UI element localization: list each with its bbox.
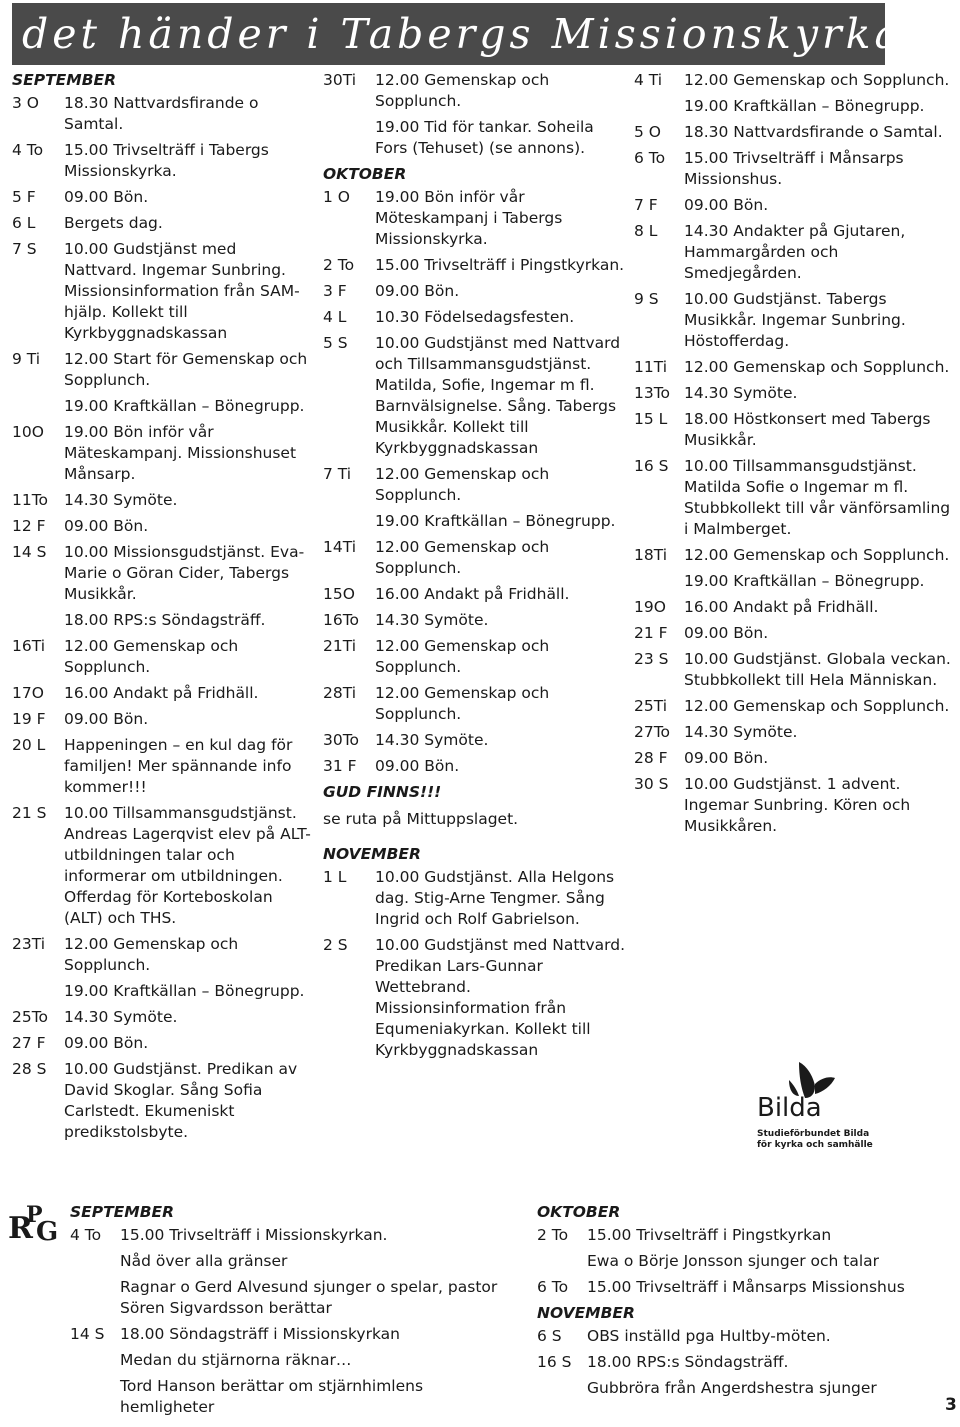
event-row	[12, 542, 312, 631]
event-text	[375, 610, 488, 631]
event-text	[64, 803, 312, 929]
event-text	[64, 490, 177, 511]
event-date: 7 F	[634, 196, 658, 214]
event-line: 12.00 Gemenskap och Sopplunch.	[375, 71, 550, 110]
svg-text:Bilda: Bilda	[757, 1093, 822, 1123]
event-line: 16.00 Andakt på Fridhäll.	[375, 585, 570, 603]
event-row	[12, 1033, 312, 1054]
event-date: 16 S	[634, 457, 669, 475]
month-heading: OKTOBER	[537, 1203, 621, 1221]
event-text	[375, 255, 624, 276]
month-heading: SEPTEMBER	[12, 71, 117, 89]
event-date: 7 Ti	[323, 465, 352, 483]
event-date: 2 S	[323, 936, 348, 954]
event-row	[634, 195, 952, 216]
event-text	[375, 307, 574, 328]
event-date: 30 S	[634, 775, 669, 793]
event-text	[375, 935, 628, 1061]
svg-text:Studieförbundet Bilda: Studieförbundet Bilda	[757, 1129, 870, 1139]
event-row	[537, 1225, 937, 1272]
event-row	[12, 490, 312, 511]
rps-column-left	[70, 1202, 510, 1423]
event-row	[323, 636, 628, 678]
event-date: 13To	[634, 384, 671, 402]
event-row	[12, 683, 312, 704]
event-line: 10.00 Gudstjänst. Tabergs Musikkår. Ingemar Sunbring. Höstofferdag.	[684, 290, 906, 350]
event-row	[12, 934, 312, 1002]
event-date: 19 F	[12, 710, 46, 728]
event-line: 19.00 Kraftkällan – Bönegrupp.	[64, 397, 305, 415]
event-line: Bergets dag.	[64, 214, 163, 232]
event-line: 12.00 Gemenskap och Sopplunch.	[684, 546, 950, 564]
event-line: 15.00 Trivselträff i Månsarps Missionshus	[587, 1278, 905, 1296]
event-line: 12.00 Gemenskap och Sopplunch.	[375, 538, 550, 577]
event-text	[375, 187, 628, 250]
event-text	[64, 735, 312, 798]
event-line: 09.00 Bön.	[684, 196, 769, 214]
event-date: 5 F	[12, 188, 36, 206]
event-row	[323, 935, 628, 1061]
event-text	[64, 542, 312, 631]
event-line: 14.30 Symöte.	[684, 384, 798, 402]
event-date: 6 To	[537, 1278, 569, 1296]
event-row	[12, 709, 312, 730]
event-text	[684, 357, 949, 378]
event-date: 25To	[12, 1008, 49, 1026]
month-heading: NOVEMBER	[323, 845, 421, 863]
event-line: 12.00 Gemenskap och Sopplunch.	[684, 697, 950, 715]
event-line: 12.00 Gemenskap och Sopplunch.	[684, 358, 950, 376]
event-date: 15O	[323, 585, 355, 603]
event-text	[375, 683, 628, 725]
event-row	[634, 545, 952, 592]
event-text	[64, 140, 312, 182]
event-row	[634, 623, 952, 644]
event-line: Tord Hanson berättar om stjärnhimlens hemligheter	[120, 1377, 424, 1416]
event-line: 10.00 Gudstjänst med Nattvard och Tillsammansgudstjänst. Matilda, Sofie, Ingemar m fl. Barnvälsignelse. Sång. Tabergs Musikkår. Kollekt till Kyrkbyggnadskassan	[375, 334, 621, 457]
event-text	[64, 1007, 177, 1028]
event-line: 18.00 RPS:s Söndagsträff.	[587, 1353, 789, 1371]
event-date: 23Ti	[12, 935, 46, 953]
event-line: Gubbröra från Angerdshestra sjunger	[587, 1379, 877, 1397]
event-text	[64, 709, 148, 730]
event-text	[587, 1225, 879, 1272]
event-row	[634, 409, 952, 451]
rpg-logo	[8, 1198, 60, 1244]
event-text	[587, 1326, 831, 1347]
calendar-column-2	[323, 70, 628, 1066]
event-date: 2 To	[323, 256, 355, 274]
event-line: 14.30 Symöte.	[64, 491, 178, 509]
event-text	[684, 649, 952, 691]
event-row	[12, 187, 312, 208]
event-row	[12, 140, 312, 182]
event-line: 15.00 Trivselträff i Månsarps Missionshus.	[684, 149, 904, 188]
event-line: 10.30 Födelsedagsfesten.	[375, 308, 575, 326]
event-line: 18.30 Nattvardsfirande o Samtal.	[684, 123, 943, 141]
event-text	[684, 696, 949, 717]
event-row	[537, 1277, 937, 1298]
event-date: 2 To	[537, 1226, 569, 1244]
month-heading: OKTOBER	[323, 165, 407, 183]
event-date: 17O	[12, 684, 44, 702]
event-date: 4 Ti	[634, 71, 663, 89]
event-row	[70, 1324, 510, 1418]
event-line: 14.30 Symöte.	[375, 731, 489, 749]
event-row	[323, 683, 628, 725]
event-row	[323, 333, 628, 459]
event-row	[12, 803, 312, 929]
event-text	[684, 722, 797, 743]
event-date: 3 F	[323, 282, 347, 300]
event-line: 14.30 Symöte.	[375, 611, 489, 629]
event-line: 09.00 Bön.	[684, 749, 769, 767]
event-row	[634, 357, 952, 378]
event-row	[323, 584, 628, 605]
event-text	[684, 195, 768, 216]
event-text	[120, 1225, 510, 1319]
event-text	[64, 516, 148, 537]
event-date: 5 O	[634, 123, 661, 141]
event-date: 25Ti	[634, 697, 668, 715]
event-row	[12, 422, 312, 485]
event-text	[684, 748, 768, 769]
event-row	[12, 93, 312, 135]
event-date: 1 O	[323, 188, 350, 206]
event-line: Medan du stjärnorna räknar…	[120, 1351, 352, 1369]
event-row	[323, 756, 628, 777]
event-date: 6 S	[537, 1327, 562, 1345]
event-line: 19.00 Kraftkällan – Bönegrupp.	[684, 97, 925, 115]
event-text	[375, 537, 628, 579]
event-text	[64, 636, 312, 678]
event-date: 27 F	[12, 1034, 46, 1052]
event-text	[375, 756, 459, 777]
event-text	[375, 584, 569, 605]
event-date: 4 To	[70, 1226, 102, 1244]
event-date: 12 F	[12, 517, 46, 535]
svg-text:R: R	[8, 1211, 33, 1244]
event-date: 8 L	[634, 222, 658, 240]
event-line: 14.30 Symöte.	[64, 1008, 178, 1026]
event-text	[120, 1324, 510, 1418]
event-date: 31 F	[323, 757, 357, 775]
event-text	[684, 545, 949, 592]
event-text	[684, 409, 952, 451]
event-date: 6 L	[12, 214, 36, 232]
event-line: 15.00 Trivselträff i Pingstkyrkan.	[375, 256, 625, 274]
event-date: 27To	[634, 723, 671, 741]
event-date: 3 O	[12, 94, 39, 112]
event-date: 14 S	[70, 1325, 105, 1343]
event-text	[684, 456, 952, 540]
event-row	[537, 1326, 937, 1347]
event-row	[323, 307, 628, 328]
event-row	[634, 748, 952, 769]
event-line: Ewa o Börje Jonsson sjunger och talar	[587, 1252, 880, 1270]
event-date: 28 F	[634, 749, 668, 767]
event-text	[684, 148, 952, 190]
calendar-column-1	[12, 70, 312, 1148]
event-text	[684, 122, 943, 143]
event-line: Happeningen – en kul dag för familjen! Mer spännande info kommer!!!	[64, 736, 293, 796]
event-text	[684, 70, 949, 117]
event-line: 09.00 Bön.	[375, 282, 460, 300]
event-line: 12.00 Gemenskap och Sopplunch.	[64, 935, 239, 974]
event-row	[323, 70, 628, 159]
event-row	[12, 349, 312, 417]
event-text	[64, 422, 312, 485]
event-row	[634, 597, 952, 618]
event-line: 15.00 Trivselträff i Missionskyrkan.	[120, 1226, 388, 1244]
event-row	[323, 730, 628, 751]
event-text	[375, 333, 628, 459]
event-line: 10.00 Missionsgudstjänst. Eva-Marie o Göran Cider, Tabergs Musikkår.	[64, 543, 305, 603]
event-row	[12, 1007, 312, 1028]
event-date: 21 F	[634, 624, 668, 642]
month-heading: SEPTEMBER	[70, 1203, 175, 1221]
event-line: 19.00 Kraftkällan – Bönegrupp.	[684, 572, 925, 590]
event-line: 19.00 Tid för tankar. Soheila Fors (Tehuset) (se annons).	[375, 118, 594, 157]
event-line: 19.00 Kraftkällan – Bönegrupp.	[375, 512, 616, 530]
event-line: 10.00 Gudstjänst med Nattvard. Ingemar Sunbring. Missionsinformation från SAM-hjälp. Kollekt till Kyrkbyggnadskassan	[64, 240, 300, 342]
event-row	[323, 255, 628, 276]
event-text	[375, 730, 488, 751]
event-text	[375, 70, 628, 159]
event-line: 10.00 Gudstjänst. Predikan av David Skoglar. Sång Sofia Carlstedt. Ekumeniskt predikstolsbyte.	[64, 1060, 298, 1141]
event-line: 12.00 Start för Gemenskap och Sopplunch.	[64, 350, 308, 389]
event-date: 5 S	[323, 334, 348, 352]
event-line: 19.00 Bön inför vår Mäteskampanj. Missionshuset Månsarp.	[64, 423, 297, 483]
event-text	[64, 187, 148, 208]
event-text	[64, 934, 312, 1002]
event-text	[64, 213, 163, 234]
event-text	[684, 623, 768, 644]
event-text	[684, 289, 952, 352]
event-date: 14 S	[12, 543, 47, 561]
event-date: 9 Ti	[12, 350, 41, 368]
event-line: 18.00 Söndagsträff i Missionskyrkan	[120, 1325, 400, 1343]
event-row	[70, 1225, 510, 1319]
event-line: 12.00 Gemenskap och Sopplunch.	[375, 637, 550, 676]
event-date: 14Ti	[323, 538, 357, 556]
event-row	[12, 239, 312, 344]
event-row	[323, 187, 628, 250]
event-text	[64, 239, 312, 344]
event-date: 4 L	[323, 308, 347, 326]
event-text	[684, 774, 952, 837]
page-title: det händer i Tabergs Missionskyrka	[22, 10, 903, 58]
event-line: 14.30 Andakter på Gjutaren, Hammargården och Smedjegården.	[684, 222, 906, 282]
event-date: 16To	[323, 611, 360, 629]
svg-text:G: G	[36, 1217, 59, 1244]
event-row	[634, 122, 952, 143]
event-line: 15.00 Trivselträff i Tabergs Missionskyrka.	[64, 141, 269, 180]
event-line: 12.00 Gemenskap och Sopplunch.	[375, 465, 550, 504]
event-line: 19.00 Kraftkällan – Bönegrupp.	[64, 982, 305, 1000]
event-text	[587, 1352, 877, 1399]
page-number: 3	[945, 1395, 957, 1415]
event-date: 21 S	[12, 804, 47, 822]
svg-text:P: P	[26, 1202, 43, 1228]
event-line: 12.00 Gemenskap och Sopplunch.	[64, 637, 239, 676]
event-line: 19.00 Bön inför vår Möteskampanj i Tabergs Missionskyrka.	[375, 188, 563, 248]
event-text	[684, 221, 952, 284]
event-line: 10.00 Gudstjänst. 1 advent. Ingemar Sunbring. Kören och Musikkåren.	[684, 775, 911, 835]
event-row	[634, 70, 952, 117]
event-row	[323, 867, 628, 930]
event-date: 16 S	[537, 1353, 572, 1371]
note-text: se ruta på Mittuppslaget.	[323, 810, 519, 828]
event-row	[12, 213, 312, 234]
event-row	[634, 456, 952, 540]
event-date: 16Ti	[12, 637, 46, 655]
event-line: 09.00 Bön.	[64, 1034, 149, 1052]
event-row	[323, 281, 628, 302]
event-row	[537, 1352, 937, 1399]
event-row	[634, 696, 952, 717]
event-text	[64, 1059, 312, 1143]
event-row	[634, 289, 952, 352]
event-line: 10.00 Gudstjänst. Alla Helgons dag. Stig-Arne Tengmer. Sång Ingrid och Rolf Gabrielson.	[375, 868, 615, 928]
event-date: 9 S	[634, 290, 659, 308]
event-line: OBS inställd pga Hultby-möten.	[587, 1327, 831, 1345]
event-date: 20 L	[12, 736, 46, 754]
event-date: 4 To	[12, 141, 44, 159]
event-text	[64, 1033, 148, 1054]
event-date: 30Ti	[323, 71, 357, 89]
event-text	[64, 349, 312, 417]
event-line: 18.30 Nattvardsfirande o Samtal.	[64, 94, 259, 133]
event-date: 15 L	[634, 410, 668, 428]
bilda-logo	[755, 1058, 873, 1158]
calendar-column-3	[634, 70, 952, 842]
event-text	[375, 867, 628, 930]
event-row	[634, 774, 952, 837]
event-row	[634, 221, 952, 284]
event-line: Nåd över alla gränser	[120, 1252, 288, 1270]
event-date: 23 S	[634, 650, 669, 668]
event-line: 09.00 Bön.	[684, 624, 769, 642]
event-date: 30To	[323, 731, 360, 749]
event-row	[634, 722, 952, 743]
event-line: 10.00 Tillsammansgudstjänst. Andreas Lagerqvist elev på ALT-utbildningen talar och informerar om utbildningen. Offerdag för Korteboskolan (ALT) och THS.	[64, 804, 311, 927]
rps-column-right	[537, 1202, 937, 1404]
event-line: 12.00 Gemenskap och Sopplunch.	[684, 71, 950, 89]
event-date: 7 S	[12, 240, 37, 258]
month-heading: GUD FINNS!!!	[323, 783, 442, 801]
event-line: 09.00 Bön.	[64, 188, 149, 206]
event-line: 12.00 Gemenskap och Sopplunch.	[375, 684, 550, 723]
event-date: 10O	[12, 423, 44, 441]
event-line: 10.00 Gudstjänst med Nattvard. Predikan Lars-Gunnar Wettebrand. Missionsinformation från Equmeniakyrkan. Kollekt till Kyrkbyggnadskassan	[375, 936, 626, 1059]
event-line: 15.00 Trivselträff i Pingstkyrkan	[587, 1226, 832, 1244]
event-text	[375, 281, 459, 302]
event-text	[587, 1277, 905, 1298]
event-row	[634, 148, 952, 190]
event-line: 14.30 Symöte.	[684, 723, 798, 741]
month-heading: NOVEMBER	[537, 1304, 635, 1322]
event-row	[634, 383, 952, 404]
event-row	[12, 636, 312, 678]
event-text	[64, 93, 312, 135]
event-line: 10.00 Tillsammansgudstjänst. Matilda Sofie o Ingemar m fl. Stubbkollekt till vår vänförsamling i Malmberget.	[684, 457, 951, 538]
event-line: 09.00 Bön.	[64, 710, 149, 728]
event-text	[684, 597, 878, 618]
event-row	[12, 1059, 312, 1143]
event-line: 16.00 Andakt på Fridhäll.	[64, 684, 259, 702]
event-text	[64, 683, 258, 704]
event-text	[375, 464, 628, 532]
event-text	[375, 636, 628, 678]
event-row	[12, 735, 312, 798]
event-date: 1 L	[323, 868, 347, 886]
event-line: 18.00 Höstkonsert med Tabergs Musikkår.	[684, 410, 931, 449]
event-line: 16.00 Andakt på Fridhäll.	[684, 598, 879, 616]
svg-text:för kyrka och samhälle: för kyrka och samhälle	[757, 1140, 873, 1150]
event-date: 18Ti	[634, 546, 668, 564]
event-line: Ragnar o Gerd Alvesund sjunger o spelar, pastor Sören Sigvardsson berättar	[120, 1278, 498, 1317]
event-row	[323, 537, 628, 579]
event-row	[12, 516, 312, 537]
event-line: 10.00 Gudstjänst. Globala veckan. Stubbkollekt till Hela Människan.	[684, 650, 951, 689]
event-line: 09.00 Bön.	[64, 517, 149, 535]
event-date: 28Ti	[323, 684, 357, 702]
event-date: 11To	[12, 491, 49, 509]
event-row	[634, 649, 952, 691]
event-line: 09.00 Bön.	[375, 757, 460, 775]
event-text	[684, 383, 797, 404]
event-date: 11Ti	[634, 358, 668, 376]
event-row	[323, 464, 628, 532]
event-line: 18.00 RPS:s Söndagsträff.	[64, 611, 266, 629]
event-row	[323, 610, 628, 631]
event-date: 21Ti	[323, 637, 357, 655]
event-date: 19O	[634, 598, 666, 616]
event-date: 28 S	[12, 1060, 47, 1078]
header-banner	[12, 3, 903, 65]
event-date: 6 To	[634, 149, 666, 167]
